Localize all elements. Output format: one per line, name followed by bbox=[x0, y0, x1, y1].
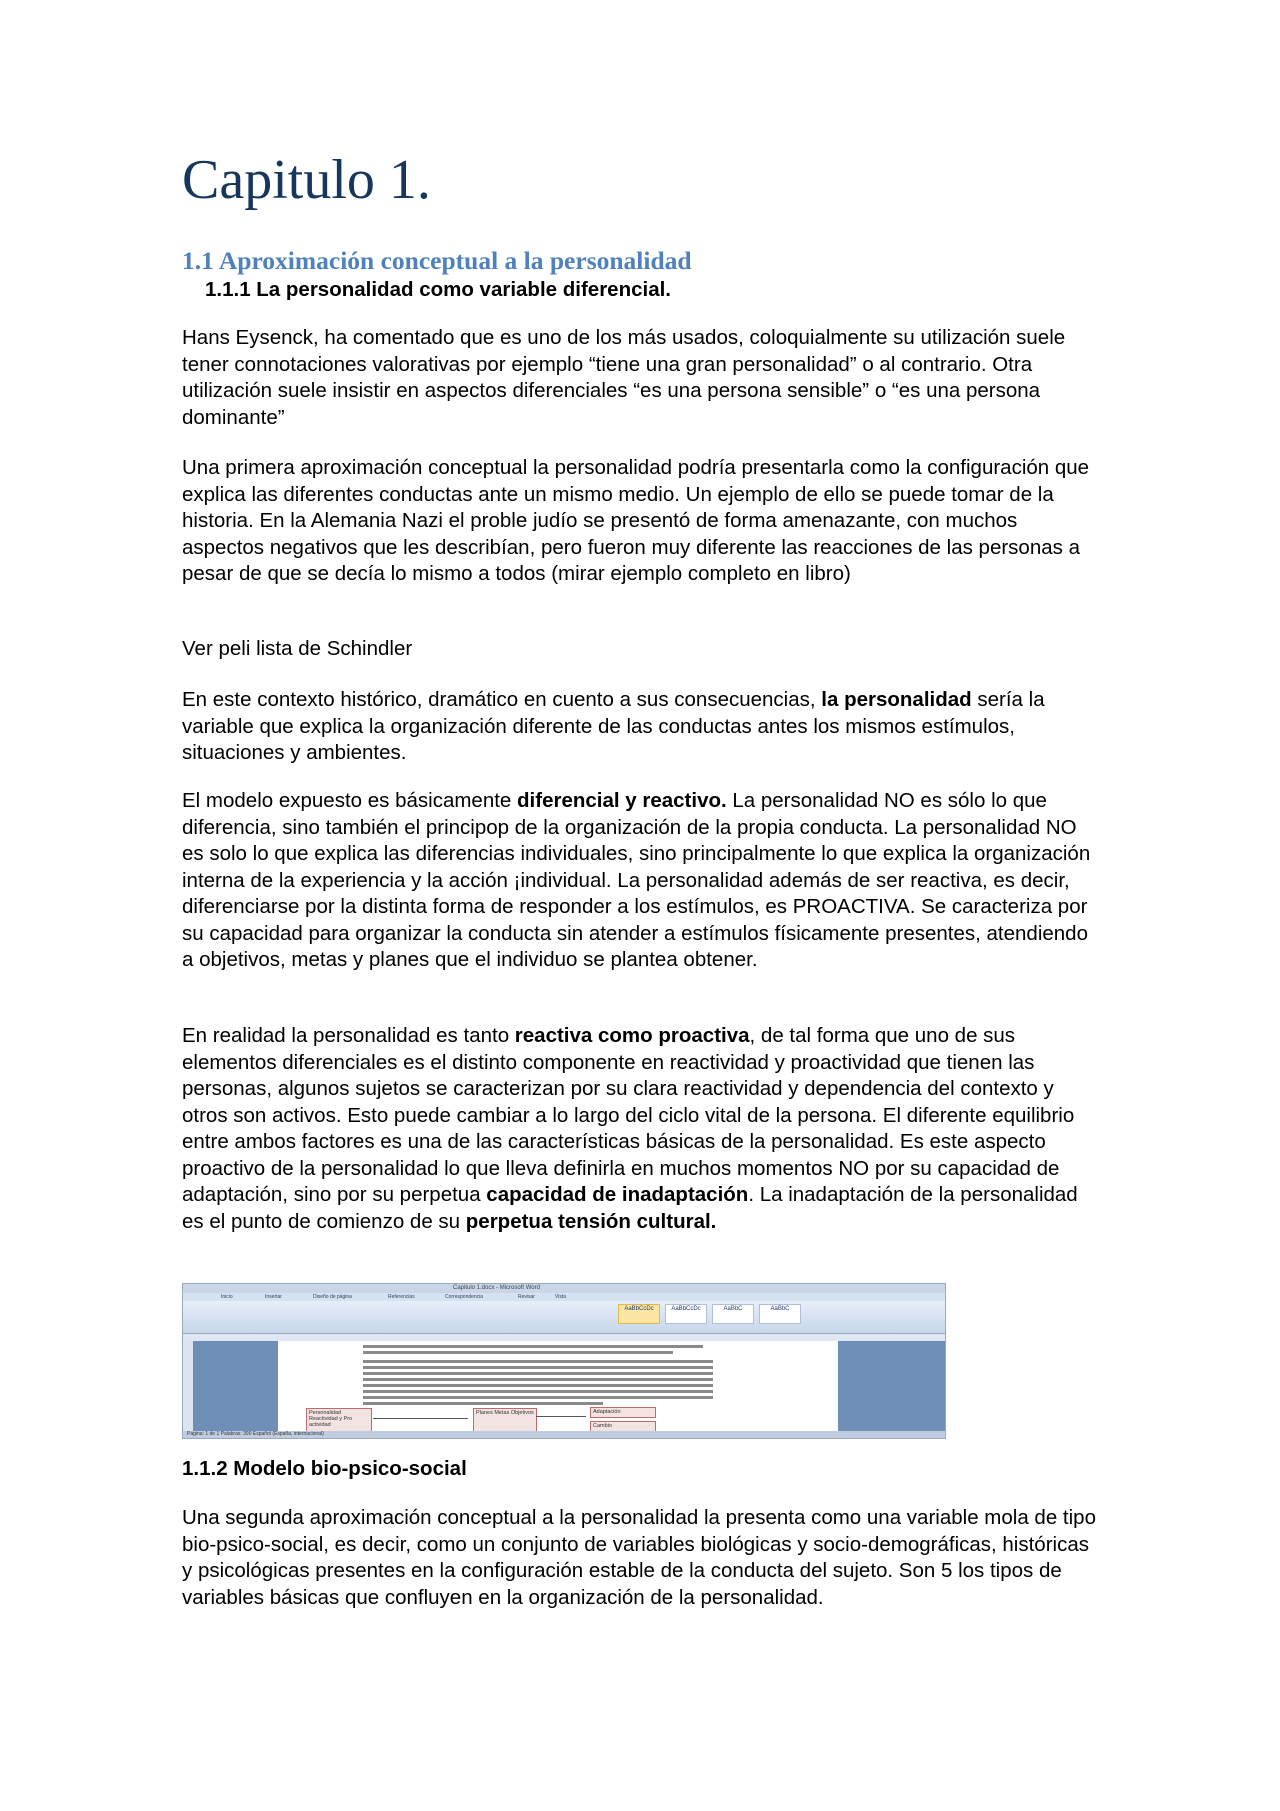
figure-text-line bbox=[363, 1378, 713, 1381]
figure-ribbon-tabs bbox=[183, 1293, 945, 1301]
figure-window-title: Capitulo 1.docx - Microsoft Word bbox=[453, 1285, 540, 1291]
figure-diagram-box: Cambio bbox=[590, 1421, 656, 1432]
word-screenshot-figure bbox=[182, 1283, 946, 1439]
paragraph-6-bold-b: capacidad de inadaptación bbox=[486, 1183, 749, 1206]
figure-diagram-arrow bbox=[536, 1416, 586, 1417]
figure-tab: Inicio bbox=[221, 1294, 233, 1300]
paragraph-6 bbox=[182, 1023, 1102, 1235]
figure-status-text: Página: 1 de 1 Palabras: 390 Español (España, internacional) bbox=[187, 1431, 324, 1437]
figure-tab: Insertar bbox=[265, 1294, 282, 1300]
paragraph-5-bold: diferencial y reactivo. bbox=[517, 789, 727, 812]
paragraph-4-bold: la personalidad bbox=[821, 688, 972, 711]
figure-document-area bbox=[278, 1341, 838, 1431]
paragraph-4-text-end: sería la variable que explica la organización diferente de las conductas antes los mismos estímulos, situaciones y ambientes. bbox=[182, 688, 1045, 764]
paragraph-7: Una segunda aproximación conceptual a la personalidad la presenta como una variable mola de tipo bio-psico-social, es decir, como un conjunto de variables biológicas y socio-demográficas, históricas y psicológicas presentes en la configuración estable de la conducta del sujeto. Son 5 los tipos de variables básicas que confluyen en la organización de la personalidad. bbox=[182, 1506, 1096, 1609]
figure-style-swatch: AaBbC bbox=[759, 1304, 801, 1324]
paragraph-5-text-end: La personalidad NO es sólo lo que diferencia, sino también el principop de la organización de la propia conducta. La personalidad NO es solo lo que explica las diferencias individuales, sino principalmente lo que explica la organización interna de la experiencia y la acción ¡individual. La personalidad además de ser reactiva, es decir, diferenciarse por la distinta forma de responder a los estímulos, es PROACTIVA. Se caracteriza por su capacidad para organizar la conducta sin atender a estímulos físicamente presentes, atendiendo a objetivos, metas y planes que el individuo se plantea obtener. bbox=[182, 789, 1091, 971]
paragraph-6-bold-a: reactiva como proactiva bbox=[514, 1024, 750, 1047]
paragraph-6-text-b: , de tal forma que uno de sus elementos diferenciales es el distinto componente en reactividad y proactividad que tienen las personas, algunos sujetos se caracterizan por su clara reactividad y dependencia del contexto y otros son activos. Esto puede cambiar a lo largo del ciclo vital de la persona. El diferente equilibrio entre ambos factores es una de las características básicas de la personalidad. Es este aspecto proactivo de la personalidad lo que lleva definirla en muchos momentos NO por su capacidad de adaptación, sino por su perpetua bbox=[182, 1024, 1075, 1206]
paragraph-5-text: El modelo expuesto es básicamente bbox=[182, 789, 518, 812]
paragraph-6-bold-c: perpetua tensión cultural. bbox=[465, 1209, 717, 1233]
chapter-title: Capitulo 1. bbox=[182, 149, 431, 211]
figure-tab: Correspondencia bbox=[445, 1294, 484, 1300]
paragraph-4 bbox=[182, 687, 1102, 767]
section-heading: 1.1 Aproximación conceptual a la personalidad bbox=[182, 246, 692, 275]
figure-ruler bbox=[183, 1334, 945, 1341]
figure-text-line bbox=[363, 1372, 713, 1375]
paragraph-1: Hans Eysenck, ha comentado que es uno de los más usados, coloquialmente su utilización suele tener connotaciones valorativas por ejemplo “tiene una gran personalidad” o al contrario. Otra utilización suele insistir en aspectos diferenciales “es una persona sensible” o “es una persona dominante” bbox=[182, 326, 1066, 429]
subsection-heading-2: 1.1.2 Modelo bio-psico-social bbox=[182, 1457, 467, 1480]
figure-tab: Referencias bbox=[388, 1294, 415, 1300]
figure-tab: Vista bbox=[555, 1294, 567, 1300]
figure-title-bar bbox=[183, 1284, 945, 1293]
figure-text-line bbox=[363, 1396, 713, 1399]
paragraph-3: Ver peli lista de Schindler bbox=[182, 637, 413, 660]
paragraph-2: Una primera aproximación conceptual la personalidad podría presentarla como la configuración que explica las diferentes conductas ante un mismo medio. Un ejemplo de ello se puede tomar de la historia. En la Alemania Nazi el proble judío se presentó de forma amenazante, con muchos aspectos negativos que les describían, pero fueron muy diferente las reacciones de las personas a pesar de que se decía lo mismo a todos (mirar ejemplo completo en libro) bbox=[182, 456, 1090, 585]
figure-tab: Revisar bbox=[518, 1294, 535, 1300]
figure-tab: Diseño de página bbox=[313, 1294, 352, 1300]
figure-text-line bbox=[363, 1345, 703, 1348]
figure-diagram-box: Planes Metas Objetivos bbox=[473, 1408, 537, 1432]
figure-diagram-box: Adaptación bbox=[590, 1407, 656, 1418]
figure-text-line bbox=[363, 1360, 713, 1363]
figure-text-line bbox=[363, 1366, 713, 1369]
figure-style-swatch: AaBbC bbox=[712, 1304, 754, 1324]
figure-text-line bbox=[363, 1390, 713, 1393]
figure-diagram-arrow bbox=[373, 1418, 468, 1419]
figure-style-swatch: AaBbCcDc bbox=[665, 1304, 707, 1324]
figure-side-ruler bbox=[183, 1341, 193, 1431]
figure-text-line bbox=[363, 1402, 603, 1405]
subsection-heading: 1.1.1 La personalidad como variable diferencial. bbox=[205, 278, 671, 301]
paragraph-5 bbox=[182, 788, 1102, 974]
figure-status-bar bbox=[183, 1431, 945, 1438]
figure-diagram-box: Personalidad Reactividad y Pro actividad bbox=[306, 1408, 372, 1432]
figure-ribbon bbox=[183, 1301, 945, 1334]
figure-text-line bbox=[363, 1384, 713, 1387]
paragraph-4-text: En este contexto histórico, dramático en cuento a sus consecuencias, bbox=[182, 688, 822, 711]
figure-text-line bbox=[363, 1351, 673, 1354]
paragraph-6-text-a: En realidad la personalidad es tanto bbox=[182, 1024, 515, 1047]
paragraph-6-text-c: . La inadaptación de la personalidad es el punto de comienzo de su bbox=[182, 1183, 1078, 1233]
figure-style-swatch: AaBbCcDc bbox=[618, 1304, 660, 1324]
